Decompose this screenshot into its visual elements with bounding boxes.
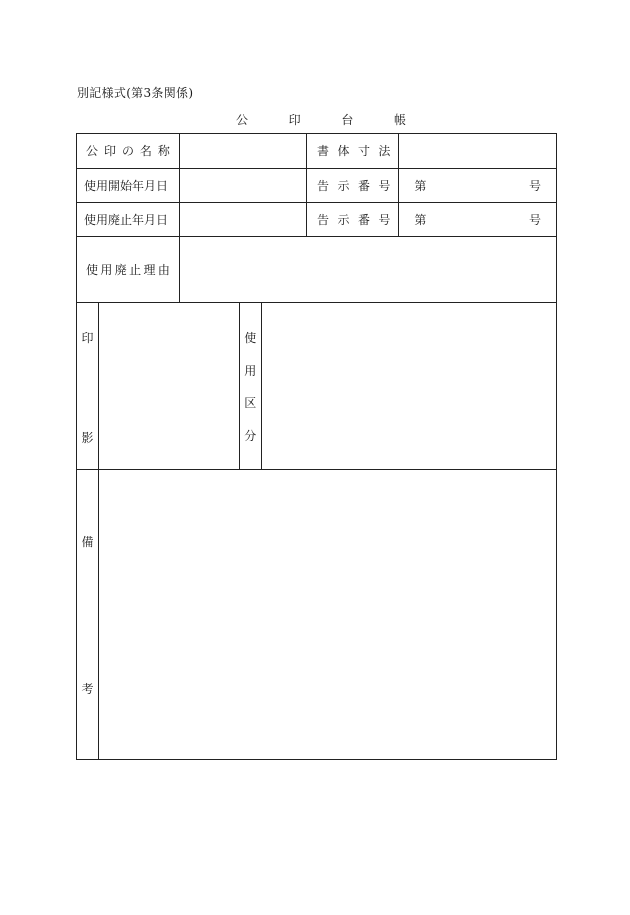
label-char: 印	[81, 331, 94, 345]
label-char: 体	[337, 144, 350, 158]
number-suffix: 号	[528, 178, 541, 193]
label-char: 番	[357, 212, 370, 227]
label-char: 影	[81, 431, 94, 445]
usage-category-value-cell[interactable]	[261, 303, 556, 470]
label-char: 使	[244, 331, 257, 345]
page-title	[236, 111, 406, 128]
number-suffix: 号	[528, 212, 541, 227]
table-row	[77, 470, 557, 760]
table-row	[77, 237, 557, 303]
title-char: 公	[236, 113, 249, 127]
label-char: 名	[139, 144, 152, 158]
label-char: 称	[157, 144, 170, 158]
number-prefix: 第	[414, 212, 427, 227]
abolish-date-value-cell[interactable]	[179, 203, 306, 237]
label-char: 廃	[114, 262, 127, 277]
label-char: 告	[317, 212, 330, 227]
number-prefix: 第	[414, 178, 427, 193]
title-char: 帳	[393, 113, 406, 127]
table-row	[77, 134, 557, 169]
title-char: 台	[341, 113, 354, 127]
abolish-date-label-cell	[77, 203, 180, 237]
label-char: 使	[86, 262, 99, 277]
start-date-label-cell	[77, 169, 180, 203]
abolish-reason-label-cell	[77, 237, 180, 303]
notice-number-value-cell[interactable]	[399, 169, 557, 203]
label-char: 分	[244, 428, 257, 443]
seal-impression-value-cell[interactable]	[99, 303, 240, 470]
seal-name-value-cell[interactable]	[179, 134, 306, 169]
label-char: 備	[81, 535, 94, 549]
notice-number-label-cell	[307, 169, 399, 203]
abolish-date-label: 使用廃止年月日	[84, 212, 169, 227]
remarks-value-cell[interactable]	[99, 470, 557, 760]
usage-category-label-cell	[239, 303, 261, 470]
label-char: 番	[357, 178, 370, 193]
label-char: 区	[244, 396, 257, 411]
table-row	[77, 303, 557, 470]
font-size-label-cell	[307, 134, 399, 169]
label-char: 号	[378, 212, 391, 227]
notice-number-value-cell[interactable]	[399, 203, 557, 237]
notice-number-label-cell	[307, 203, 399, 237]
form-reference: 別記様式(第3条関係)	[77, 86, 194, 100]
label-char: 示	[337, 178, 350, 193]
label-char: の	[121, 144, 134, 158]
label-char: 告	[317, 178, 330, 193]
label-char: 公	[86, 144, 99, 158]
abolish-reason-value-cell[interactable]	[179, 237, 556, 303]
font-size-value-cell[interactable]	[399, 134, 557, 169]
label-char: 法	[378, 144, 391, 158]
label-char: 理	[143, 262, 156, 277]
table-row	[77, 169, 557, 203]
label-char: 印	[103, 144, 116, 158]
remarks-label-cell	[77, 470, 99, 760]
start-date-label: 使用開始年月日	[84, 178, 169, 193]
label-char: 示	[337, 212, 350, 227]
seal-impression-label-cell	[77, 303, 99, 470]
label-char: 考	[81, 682, 94, 696]
table-row	[77, 203, 557, 237]
label-char: 書	[317, 144, 330, 158]
seal-name-label-cell	[77, 134, 180, 169]
label-char: 寸	[357, 144, 370, 158]
title-char: 印	[288, 113, 301, 127]
label-char: 由	[157, 262, 170, 277]
label-char: 用	[100, 262, 113, 277]
label-char: 止	[129, 262, 142, 277]
seal-register-table	[76, 133, 557, 760]
label-char: 号	[378, 178, 391, 193]
start-date-value-cell[interactable]	[179, 169, 306, 203]
label-char: 用	[244, 363, 257, 378]
